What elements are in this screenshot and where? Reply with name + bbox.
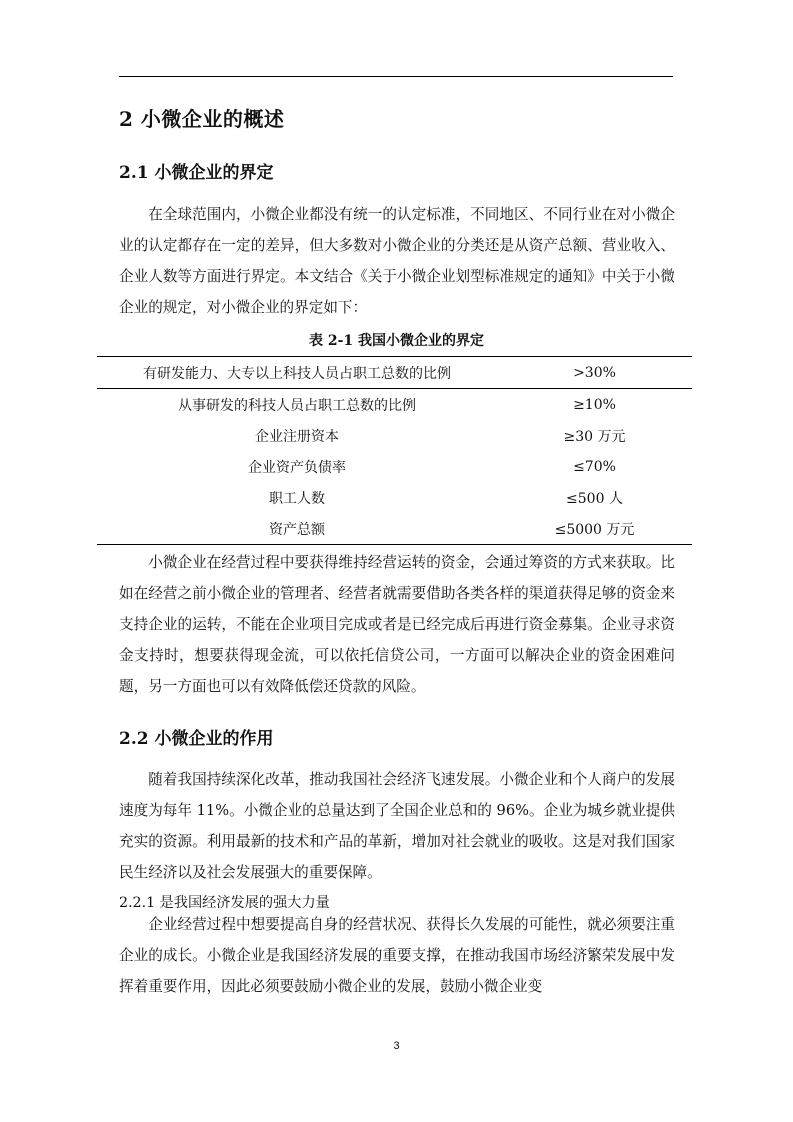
section-2-1-intro — [119, 199, 675, 323]
table-row — [97, 357, 692, 389]
table-row — [97, 420, 692, 451]
table-cell-criterion: 从事研发的科技人员占职工总数的比例 — [178, 397, 416, 414]
table-cell-value: ≥30 万元 — [563, 428, 626, 445]
table-cell-criterion: 企业资产负债率 — [248, 459, 346, 476]
subsection-title-2-2-1: 2.2.1 是我国经济发展的强大力量 — [119, 895, 330, 911]
table-row — [97, 482, 692, 513]
table-cell-criterion: 企业注册资本 — [255, 428, 339, 445]
section-title-2-2: 2.2 小微企业的作用 — [119, 729, 274, 749]
table-caption: 表 2-1 我国小微企业的界定 — [308, 333, 485, 349]
table-cell-criterion: 职工人数 — [269, 490, 325, 507]
page-number: 3 — [393, 1040, 400, 1052]
table-cell-value: ≥10% — [573, 396, 616, 413]
section-2-1-body — [119, 547, 675, 702]
section-title-2-1: 2.1 小微企业的界定 — [119, 163, 274, 183]
table-cell-value: ≤5000 万元 — [497, 513, 692, 545]
funding-paragraph: 小微企业在经营过程中要获得维持经营运转的资金，会通过筹资的方式来获取。比如在经营之前小微企业的管理者、经营者就需要借助各类各样的渠道获得足够的资金来支持企业的运转，不能在企业项目完成或者是已经完成后再进行资金募集。企业寻求资金支持时，想要获得现金流，可以依托信贷公司，一方面可以解决企业的资金困难问题，另一方面也可以有效降低偿还贷款的风险。 — [119, 554, 675, 695]
subsection-2-2-1-body — [119, 909, 675, 1002]
role-paragraph: 随着我国持续深化改革，推动我国社会经济飞速发展。小微企业和个人商户的发展速度为每年 11%。小微企业的总量达到了全国企业总和的 96%。企业为城乡就业提供充实的资源。利用最新的技术和产品的革新，增加对社会就业的吸收。这是对我们国家民生经济以及社会发展强大的重要保障。 — [119, 771, 675, 881]
table-cell-criterion: 资产总额 — [97, 513, 497, 545]
chapter-title: 2 小微企业的概述 — [119, 107, 285, 131]
table-row — [97, 513, 692, 545]
growth-paragraph: 企业经营过程中想要提高自身的经营状况、获得长久发展的可能性，就必须要注重企业的成长。小微企业是我国经济发展的重要支撑，在推动我国市场经济繁荣发展中发挥着重要作用，因此必须要鼓励小微企业的发展，鼓励小微企业变 — [119, 916, 675, 995]
table-row — [97, 451, 692, 482]
table-cell-criterion: 有研发能力、大专以上科技人员占职工总数的比例 — [97, 357, 497, 389]
intro-paragraph: 在全球范围内，小微企业都没有统一的认定标准，不同地区、不同行业在对小微企业的认定都存在一定的差异，但大多数对小微企业的分类还是从资产总额、营业收入、企业人数等方面进行界定。本文结合《关于小微企业划型标准规定的通知》中关于小微企业的规定，对小微企业的界定如下： — [119, 206, 675, 316]
section-2-2-body — [119, 764, 675, 888]
table-cell-value: ≤70% — [573, 458, 616, 475]
table-cell-value: ≤500 人 — [566, 490, 623, 507]
definition-table — [97, 356, 692, 545]
table-row — [97, 389, 692, 421]
table-cell-value: >30% — [497, 357, 692, 389]
header-rule — [119, 76, 673, 77]
